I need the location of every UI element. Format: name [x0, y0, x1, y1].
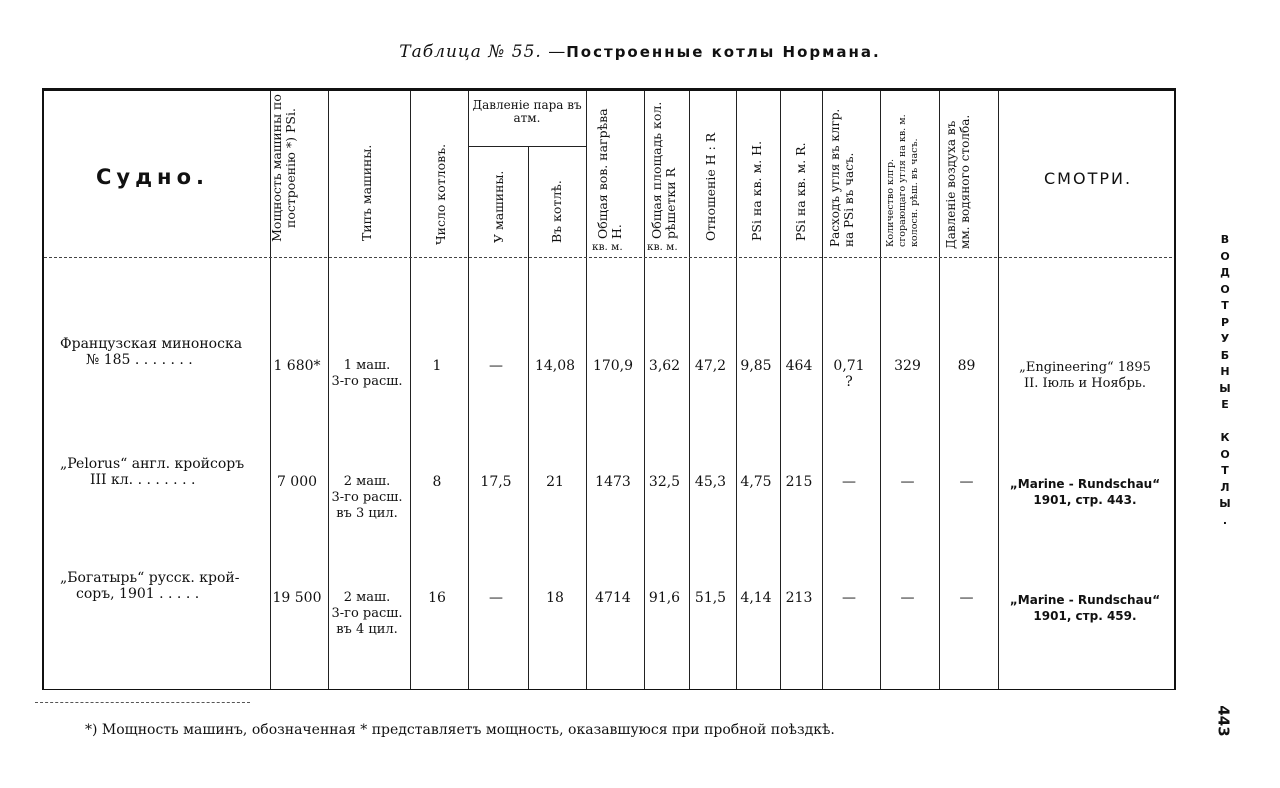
coal-per-psi-value: 0,71 ?	[833, 358, 865, 390]
machine-type-value: 2 маш. 3-го расш. въ 4 цил.	[331, 590, 403, 637]
boilers-value: 1	[432, 358, 442, 374]
power-value: 19 500	[272, 590, 322, 606]
header-pressure-group: Давленіе пара въ атм.	[472, 98, 582, 125]
ratio-value: 51,5	[694, 590, 727, 606]
psi-r-value: 213	[785, 590, 813, 606]
coal-per-psi-value: —	[842, 474, 856, 490]
vessel-name: „Pelorus“ англ. кройсоръ III кл. . . . . . . .	[60, 456, 245, 488]
header-grate-unit: кв. м.	[647, 241, 678, 253]
reference: „Marine - Rundschau“ 1901, стр. 443.	[1009, 477, 1161, 507]
header-air-pressure: Давленіе воздуха въ мм. водяного столба.	[944, 114, 972, 249]
header-coal-per-psi: Расходъ угля въ клгр. на PSi въ часъ.	[828, 108, 856, 247]
page-number: 443	[1214, 705, 1233, 737]
coal-per-psi-value: —	[842, 590, 856, 606]
header-power: Мощность машины по построенію *) PSi.	[269, 94, 298, 242]
pressure-boiler-value: 14,08	[534, 358, 576, 374]
header-heating-surface: Общая вов. нагрѣва H.	[595, 108, 624, 239]
pressure-machine-value: 17,5	[480, 474, 512, 490]
header-machine-type: Типъ машины.	[359, 144, 374, 241]
vessel-name: Французская миноноска № 185 . . . . . . .	[60, 336, 243, 368]
ratio-value: 45,3	[694, 474, 727, 490]
header-see: СМОТРИ.	[1044, 169, 1133, 188]
heating-surface-value: 170,9	[592, 358, 634, 374]
psi-h-value: 4,75	[740, 474, 772, 490]
psi-h-value: 9,85	[740, 358, 772, 374]
air-pressure-value: —	[959, 474, 974, 490]
machine-type-value: 2 маш. 3-го расш. въ 3 цил.	[331, 474, 403, 521]
header-coal-per-grate: Количество клгр. сгорающаго угля на кв. м. колосн. рѣш. въ часъ.	[885, 114, 920, 247]
air-pressure-value: —	[959, 590, 974, 606]
pressure-machine-value: —	[489, 590, 503, 606]
power-value: 7 000	[276, 474, 318, 490]
boilers-value: 16	[428, 590, 446, 606]
footnote-rule	[35, 702, 250, 703]
grate-area-value: 32,5	[648, 474, 681, 490]
pressure-machine-value: —	[489, 358, 503, 374]
heating-surface-value: 4714	[595, 590, 631, 606]
running-title: В О Д О Т Р У Б Н Ы Е К О Т Л Ы .	[1219, 233, 1231, 527]
power-value: 1 680*	[273, 358, 321, 374]
vessel-name: „Богатырь“ русск. крой- соръ, 1901 . . . . .	[60, 570, 240, 602]
header-vessel: Судно.	[96, 165, 209, 189]
psi-r-value: 464	[785, 358, 813, 374]
heating-surface-value: 1473	[595, 474, 631, 490]
psi-r-value: 215	[785, 474, 813, 490]
header-psi-h: PSi на кв. м. H.	[749, 140, 764, 241]
table-caption: Построенные котлы Нормана.	[566, 43, 881, 61]
reference: „Marine - Rundschau“ 1901, стр. 459.	[1009, 593, 1161, 623]
machine-type-value: 1 маш. 3-го расш.	[331, 358, 403, 389]
air-pressure-value: 89	[957, 358, 976, 374]
table-title	[0, 42, 1280, 62]
header-pressure-boiler: Въ котлѣ.	[549, 180, 564, 243]
boilers-value: 8	[432, 474, 442, 490]
header-boiler-count: Число котловъ.	[433, 143, 448, 245]
title-dash: —	[548, 42, 567, 62]
grate-area-value: 91,6	[648, 590, 681, 606]
header-heating-unit: кв. м.	[592, 241, 623, 253]
pressure-boiler-value: 18	[546, 590, 564, 606]
header-ratio: Отношеніе H : R	[703, 132, 718, 241]
header-pressure-machine: У машины.	[491, 170, 506, 243]
psi-h-value: 4,14	[740, 590, 772, 606]
footnote: *) Мощность машинъ, обозначенная * представляетъ мощность, оказавшуюся при пробной поѣздкѣ.	[85, 722, 835, 738]
pressure-boiler-value: 21	[546, 474, 564, 490]
table-number: Таблица № 55.	[399, 42, 542, 62]
coal-per-grate-value: —	[900, 590, 915, 606]
header-psi-r: PSi на кв. м. R.	[793, 142, 808, 241]
header-grate-area: Общая площадь кол. рѣшетки R	[649, 101, 678, 239]
coal-per-grate-value: 329	[894, 358, 921, 374]
reference: „Engineering“ 1895 II. Іюль и Ноябрь.	[1019, 360, 1151, 391]
grate-area-value: 3,62	[648, 358, 681, 374]
ratio-value: 47,2	[694, 358, 727, 374]
coal-per-grate-value: —	[900, 474, 915, 490]
